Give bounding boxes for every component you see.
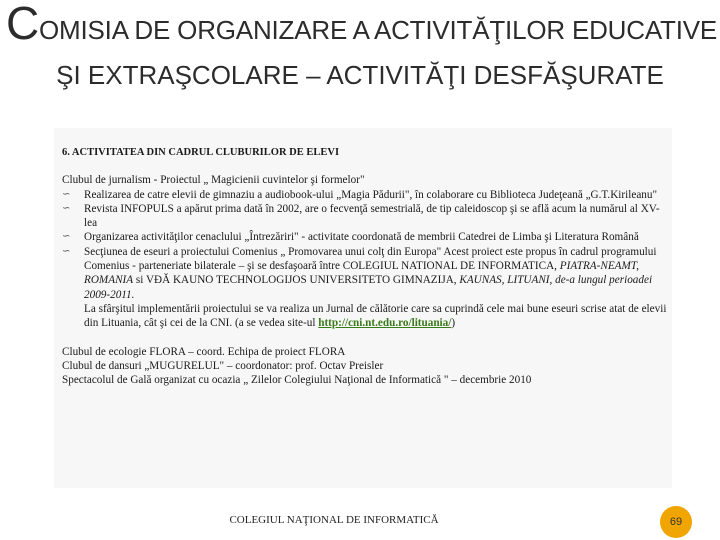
title-line-2: ŞI EXTRAŞCOLARE – ACTIVITĂŢI DESFĂŞURATE: [56, 60, 664, 90]
lituania-link[interactable]: http://cni.nt.edu.ro/lituania/: [318, 317, 452, 330]
bullet-text: Realizarea de catre elevii de gimnaziu a audiobook-ului „Magia Pădurii", în colaborare cu Biblioteca Judeţeană „G.T.Kirileanu": [84, 188, 658, 201]
footer: [0, 514, 720, 526]
wave-bullet-icon: ∽: [62, 245, 71, 257]
wave-bullet-icon: ∽: [62, 188, 71, 200]
page-number: 69: [669, 516, 683, 528]
bullet-text-b: si VĐĂ KAUNO TECHNOLOGIJOS UNIVERSITETO GIMNAZIJA,: [133, 274, 460, 287]
bullet-item: [62, 245, 672, 331]
wave-bullet-icon: ∽: [62, 202, 71, 214]
intro-line: Clubul de jurnalism - Proiectul „ Magicienii cuvintelor şi formelor": [62, 174, 365, 187]
bullet-item: [62, 188, 672, 202]
footer-text: COLEGIUL NAŢIONAL DE INFORMATICĂ: [229, 514, 439, 526]
title-line-1: [6, 0, 718, 49]
bullet-text-italic-2: KAUNAS, LITUANI, de-a lungul perioadei 2009-2011.: [84, 274, 653, 301]
bullet-text: Revista INFOPULS a apărut prima dată în 2002, are o fecvenţă semestrială, de tip caleidoscop şi se află acum la numărul al XV-lea: [84, 202, 660, 230]
bullet-item: [62, 230, 672, 244]
bullet-text: Organizarea activităţilor cenaclului „Întrezăriri" - activitate coordonată de membrii Catedrei de Limba şi Literatura Română: [84, 231, 639, 244]
title-first-letter: C: [6, 0, 40, 49]
bullet-text-c: La sfârşitul implementării proiectului se va realiza un Jurnal de călătorie care sa cuprindă cele mai bune eseuri scrise atat de elevii din Lituania, cât şi cei de la CNI. (a se vedea site-ul: [84, 302, 667, 330]
page-number-badge: [660, 506, 692, 538]
closing-line: Clubul de ecologie FLORA – coord. Echipa de proiect FLORA: [62, 345, 346, 358]
closing-line: Spectacolul de Gală organizat cu ocazia „ Zilelor Colegiului Naţional de Informatică " – decembrie 2010: [62, 374, 532, 387]
title-line-1-rest: OMISIA DE ORGANIZARE A ACTIVITĂŢILOR EDUCATIVE: [39, 15, 718, 45]
bullet-list: [62, 188, 672, 331]
slide-content: [62, 146, 672, 387]
bullet-text-italic: PIATRA-NEAMT, ROMANIA: [84, 260, 639, 287]
wave-bullet-icon: ∽: [62, 231, 71, 243]
bullet-text-d: ): [451, 317, 456, 330]
closing-line: Clubul de dansuri „MUGURELUL" – coordonator: prof. Octav Preisler: [62, 359, 384, 372]
section-title: 6. ACTIVITATEA DIN CADRUL CLUBURILOR DE ELEVI: [62, 147, 340, 158]
bullet-text-a: Secţiunea de eseuri a proiectului Comenius „ Promovarea unui colţ din Europa" Acest proiect este propus în cadrul programului Comenius - parteneriate bilaterale – şi se desfaşoară între COLEGIUL NATIONAL DE INFORMATICA,: [84, 245, 657, 273]
bullet-item: [62, 202, 672, 231]
